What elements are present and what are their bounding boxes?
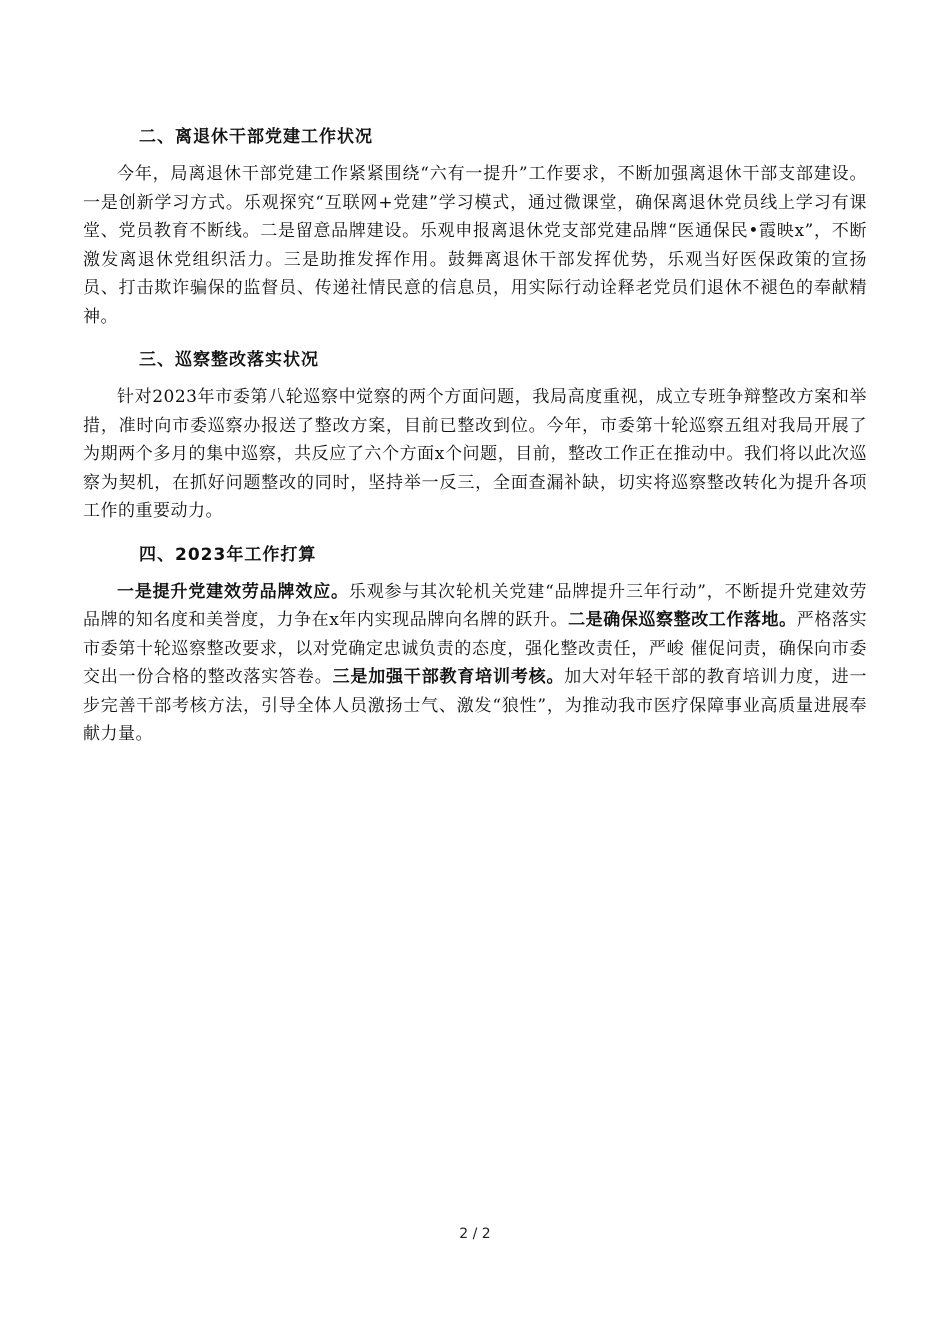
plan-item-text: 乐观参与其次轮机关党建“品牌提升三年行动”，不断提升党建效劳品牌的知名度和美誉度，力争在x年内实现品牌向名牌的跃升。 [83, 581, 867, 630]
plan-item-lead: 三是加强干部教育培训考核。 [332, 667, 565, 687]
document-body [83, 120, 867, 761]
section-paragraph-work-plan [83, 578, 867, 749]
plan-item-text: 加大对年轻干部的教育培训力度，进一步完善干部考核方法，引导全体人员激扬士气、激发“狼性”，为推动我市医疗保障事业高质量进展奉献力量。 [83, 667, 868, 744]
section-heading-work-plan: 四、2023年工作打算 [139, 544, 317, 565]
section-paragraph-retired-cadres: 今年，局离退休干部党建工作紧紧围绕“六有一提升”工作要求，不断加强离退休干部支部建设。一是创新学习方式。乐观探究“互联网+党建”学习模式，通过微课堂，确保离退休党员线上学习有课堂、党员教育不断线。二是留意品牌建设。乐观申报离退休党支部党建品牌“医通保民•霞映x”，不断激发离退休党组织活力。三是助推发挥作用。鼓舞离退休干部发挥优势，乐观当好医保政策的宣扬员、打击欺诈骗保的监督员、传递社情民意的信息员，用实际行动诠释老党员们退休不褪色的奉献精神。 [83, 164, 867, 327]
section-heading-retired-cadres: 二、离退休干部党建工作状况 [139, 127, 373, 147]
section-heading-inspection-rectification: 三、巡察整改落实状况 [139, 350, 319, 370]
plan-item-lead: 一是提升党建效劳品牌效应。 [117, 581, 349, 602]
page-number: 2 / 2 [459, 1226, 491, 1242]
section-paragraph-inspection-rectification: 针对2023年市委第八轮巡察中觉察的两个方面问题，我局高度重视，成立专班争辩整改方案和举措，准时向市委巡察办报送了整改方案，目前已整改到位。今年，市委第十轮巡察五组对我局开展了为期两个多月的集中巡察，共反应了六个方面x个问题，目前，整改工作正在推动中。我们将以此次巡察为契机，在抓好问题整改的同时，坚持举一反三，全面查漏补缺，切实将巡察整改转化为提升各项工作的重要动力。 [83, 387, 867, 521]
plan-item-lead: 二是确保巡察整改工作落地。 [568, 610, 797, 630]
plan-item-text: 严格落实市委第十轮巡察整改要求，以对党确定忠诚负责的态度，强化整改责任，严峻 催促问责，确保向市委交出一份合格的整改落实答卷。 [83, 610, 868, 687]
